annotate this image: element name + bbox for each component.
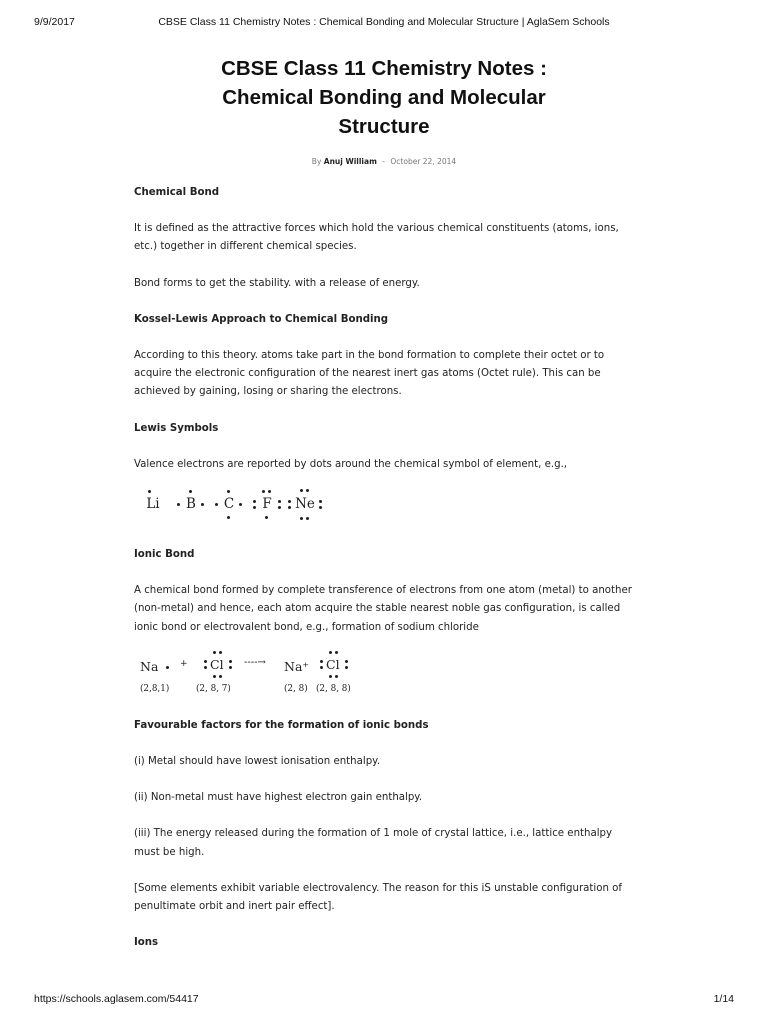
meta-separator: - (382, 157, 385, 166)
variable-electrovalency-note: [Some elements exhibit variable electrovalency. The reason for this iS unstable configuration of penultimate orbit and inert pair effect]. (134, 882, 622, 913)
eq-cl: Cl (210, 656, 224, 672)
print-url: https://schools.aglasem.com/54417 (34, 993, 199, 1005)
lewis-symbol-ne (286, 488, 324, 520)
paragraph-ionic-bond: A chemical bond formed by complete transference of electrons from one atom (metal) to another (non-metal) and hence, each atom acquire the stable nearest noble gas configuration, is called ionic bond or electrovalent bond, e.g., formation of sodium chloride (134, 585, 632, 633)
factor-2: (ii) Non-metal must have highest electron gain enthalpy. (134, 792, 423, 804)
lewis-symbol-li-label: Li (146, 496, 160, 513)
print-date: 9/9/2017 (34, 16, 75, 28)
paragraph-kossel-lewis: According to this theory. atoms take part in the bond formation to complete their octet or to acquire the electronic configuration of the nearest inert gas atoms (Octet rule). This can be achieved by gaining, losing or sharing the electrons. (134, 350, 605, 398)
eq-na-ion: Na⁺ (284, 658, 309, 674)
article-meta (134, 157, 634, 166)
lewis-symbol-ne-label: Ne (295, 496, 315, 513)
lewis-symbols-figure (134, 484, 634, 524)
eq-config-na-ion: (2, 8) (284, 683, 308, 694)
heading-kossel-lewis: Kossel-Lewis Approach to Chemical Bonding (134, 313, 389, 325)
lewis-symbol-li (134, 488, 172, 520)
eq-config-na: (2,8,1) (140, 683, 170, 694)
heading-ionic-bond: Ionic Bond (134, 549, 195, 561)
by-label: By (311, 157, 322, 166)
paragraph-chemical-bond-2: Bond forms to get the stability. with a release of energy. (134, 277, 420, 289)
ionic-bond-equation (134, 651, 394, 701)
eq-arrow: ----→ (244, 656, 266, 668)
factor-3: (iii) The energy released during the formation of 1 mole of crystal lattice, i.e., lattice enthalpy must be high. (134, 828, 613, 858)
print-header (0, 16, 768, 34)
factor-1: (i) Metal should have lowest ionisation enthalpy. (134, 756, 380, 768)
eq-cl-ion: Cl (326, 656, 340, 672)
article-date: October 22, 2014 (390, 157, 457, 166)
article-body (134, 184, 634, 952)
lewis-symbol-c-label: C (223, 496, 235, 513)
lewis-symbol-f-label: F (262, 496, 272, 513)
heading-chemical-bond: Chemical Bond (134, 187, 220, 198)
heading-ions: Ions (134, 937, 159, 949)
print-footer (0, 993, 768, 1011)
eq-config-cl-ion: (2, 8, 8) (316, 683, 351, 694)
heading-favourable-factors: Favourable factors for the formation of ionic bonds (134, 719, 429, 731)
lewis-symbol-c (210, 488, 248, 520)
print-page-number: 1/14 (713, 993, 734, 1005)
author-link[interactable]: Anuj William (323, 157, 377, 166)
paragraph-chemical-bond-1: It is defined as the attractive forces which hold the various chemical constituents (atoms, ions, etc.) together in different chemical species. (134, 223, 619, 253)
lewis-symbol-f (248, 488, 286, 520)
eq-config-cl: (2, 8, 7) (196, 683, 231, 694)
article-header (134, 54, 634, 166)
eq-na: Na (140, 658, 159, 674)
article-title: CBSE Class 11 Chemistry Notes : Chemical Bonding and Molecular Structure (221, 57, 547, 138)
heading-lewis-symbols: Lewis Symbols (134, 422, 219, 434)
lewis-symbol-b-label: B (186, 496, 196, 513)
paragraph-lewis-symbols: Valence electrons are reported by dots around the chemical symbol of element, e.g., (134, 458, 568, 470)
lewis-symbol-b (172, 488, 210, 520)
eq-plus: + (180, 658, 188, 669)
print-page-title: CBSE Class 11 Chemistry Notes : Chemical Bonding and Molecular Structure | AglaSem Schools (158, 16, 610, 28)
